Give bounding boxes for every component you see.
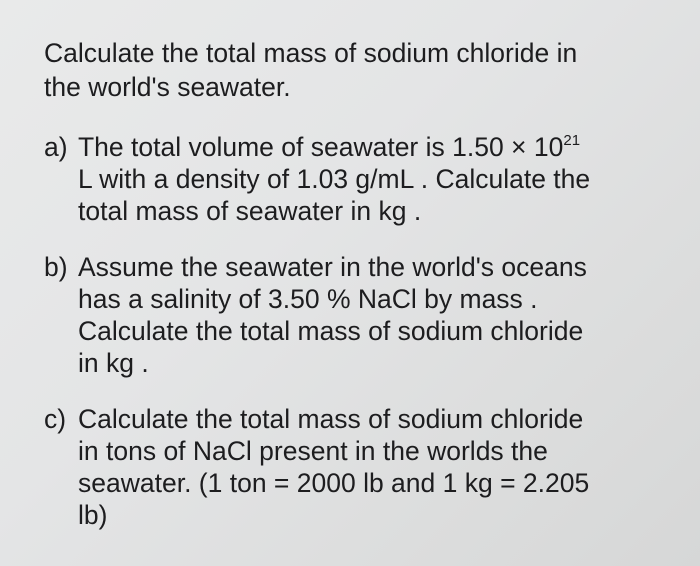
question-a-line-1 bbox=[78, 131, 670, 163]
question-c-line-4: lb) bbox=[78, 500, 108, 530]
question-b-label: b) bbox=[44, 252, 68, 282]
question-c bbox=[44, 403, 670, 531]
question-c-line-3: seawater. (1 ton = 2000 lb and 1 kg = 2.205 bbox=[78, 468, 590, 498]
heading-line-2: the world's seawater. bbox=[44, 72, 291, 102]
question-a-line-1-text: The total volume of seawater is 1.50 × 10 bbox=[78, 132, 564, 162]
question-b-line-3: Calculate the total mass of sodium chloride bbox=[78, 316, 584, 346]
question-b-line-4: in kg . bbox=[78, 348, 149, 378]
question-a bbox=[44, 131, 670, 227]
problem-heading bbox=[44, 36, 670, 104]
question-b bbox=[44, 251, 670, 379]
question-list bbox=[44, 131, 670, 531]
question-b-line-2: has a salinity of 3.50 % NaCl by mass . bbox=[78, 284, 538, 314]
question-c-line-1: Calculate the total mass of sodium chloride bbox=[78, 404, 584, 434]
question-a-line-3: total mass of seawater in kg . bbox=[78, 196, 422, 226]
question-a-exponent: 21 bbox=[563, 132, 581, 149]
question-c-line-2: in tons of NaCl present in the worlds the bbox=[78, 436, 548, 466]
question-a-label: a) bbox=[44, 132, 68, 162]
question-b-line-1: Assume the seawater in the world's oceans bbox=[78, 252, 587, 282]
question-a-line-2: L with a density of 1.03 g/mL . Calculate the bbox=[78, 164, 591, 194]
heading-line-1: Calculate the total mass of sodium chloride in bbox=[44, 38, 578, 68]
question-c-label: c) bbox=[44, 404, 67, 434]
